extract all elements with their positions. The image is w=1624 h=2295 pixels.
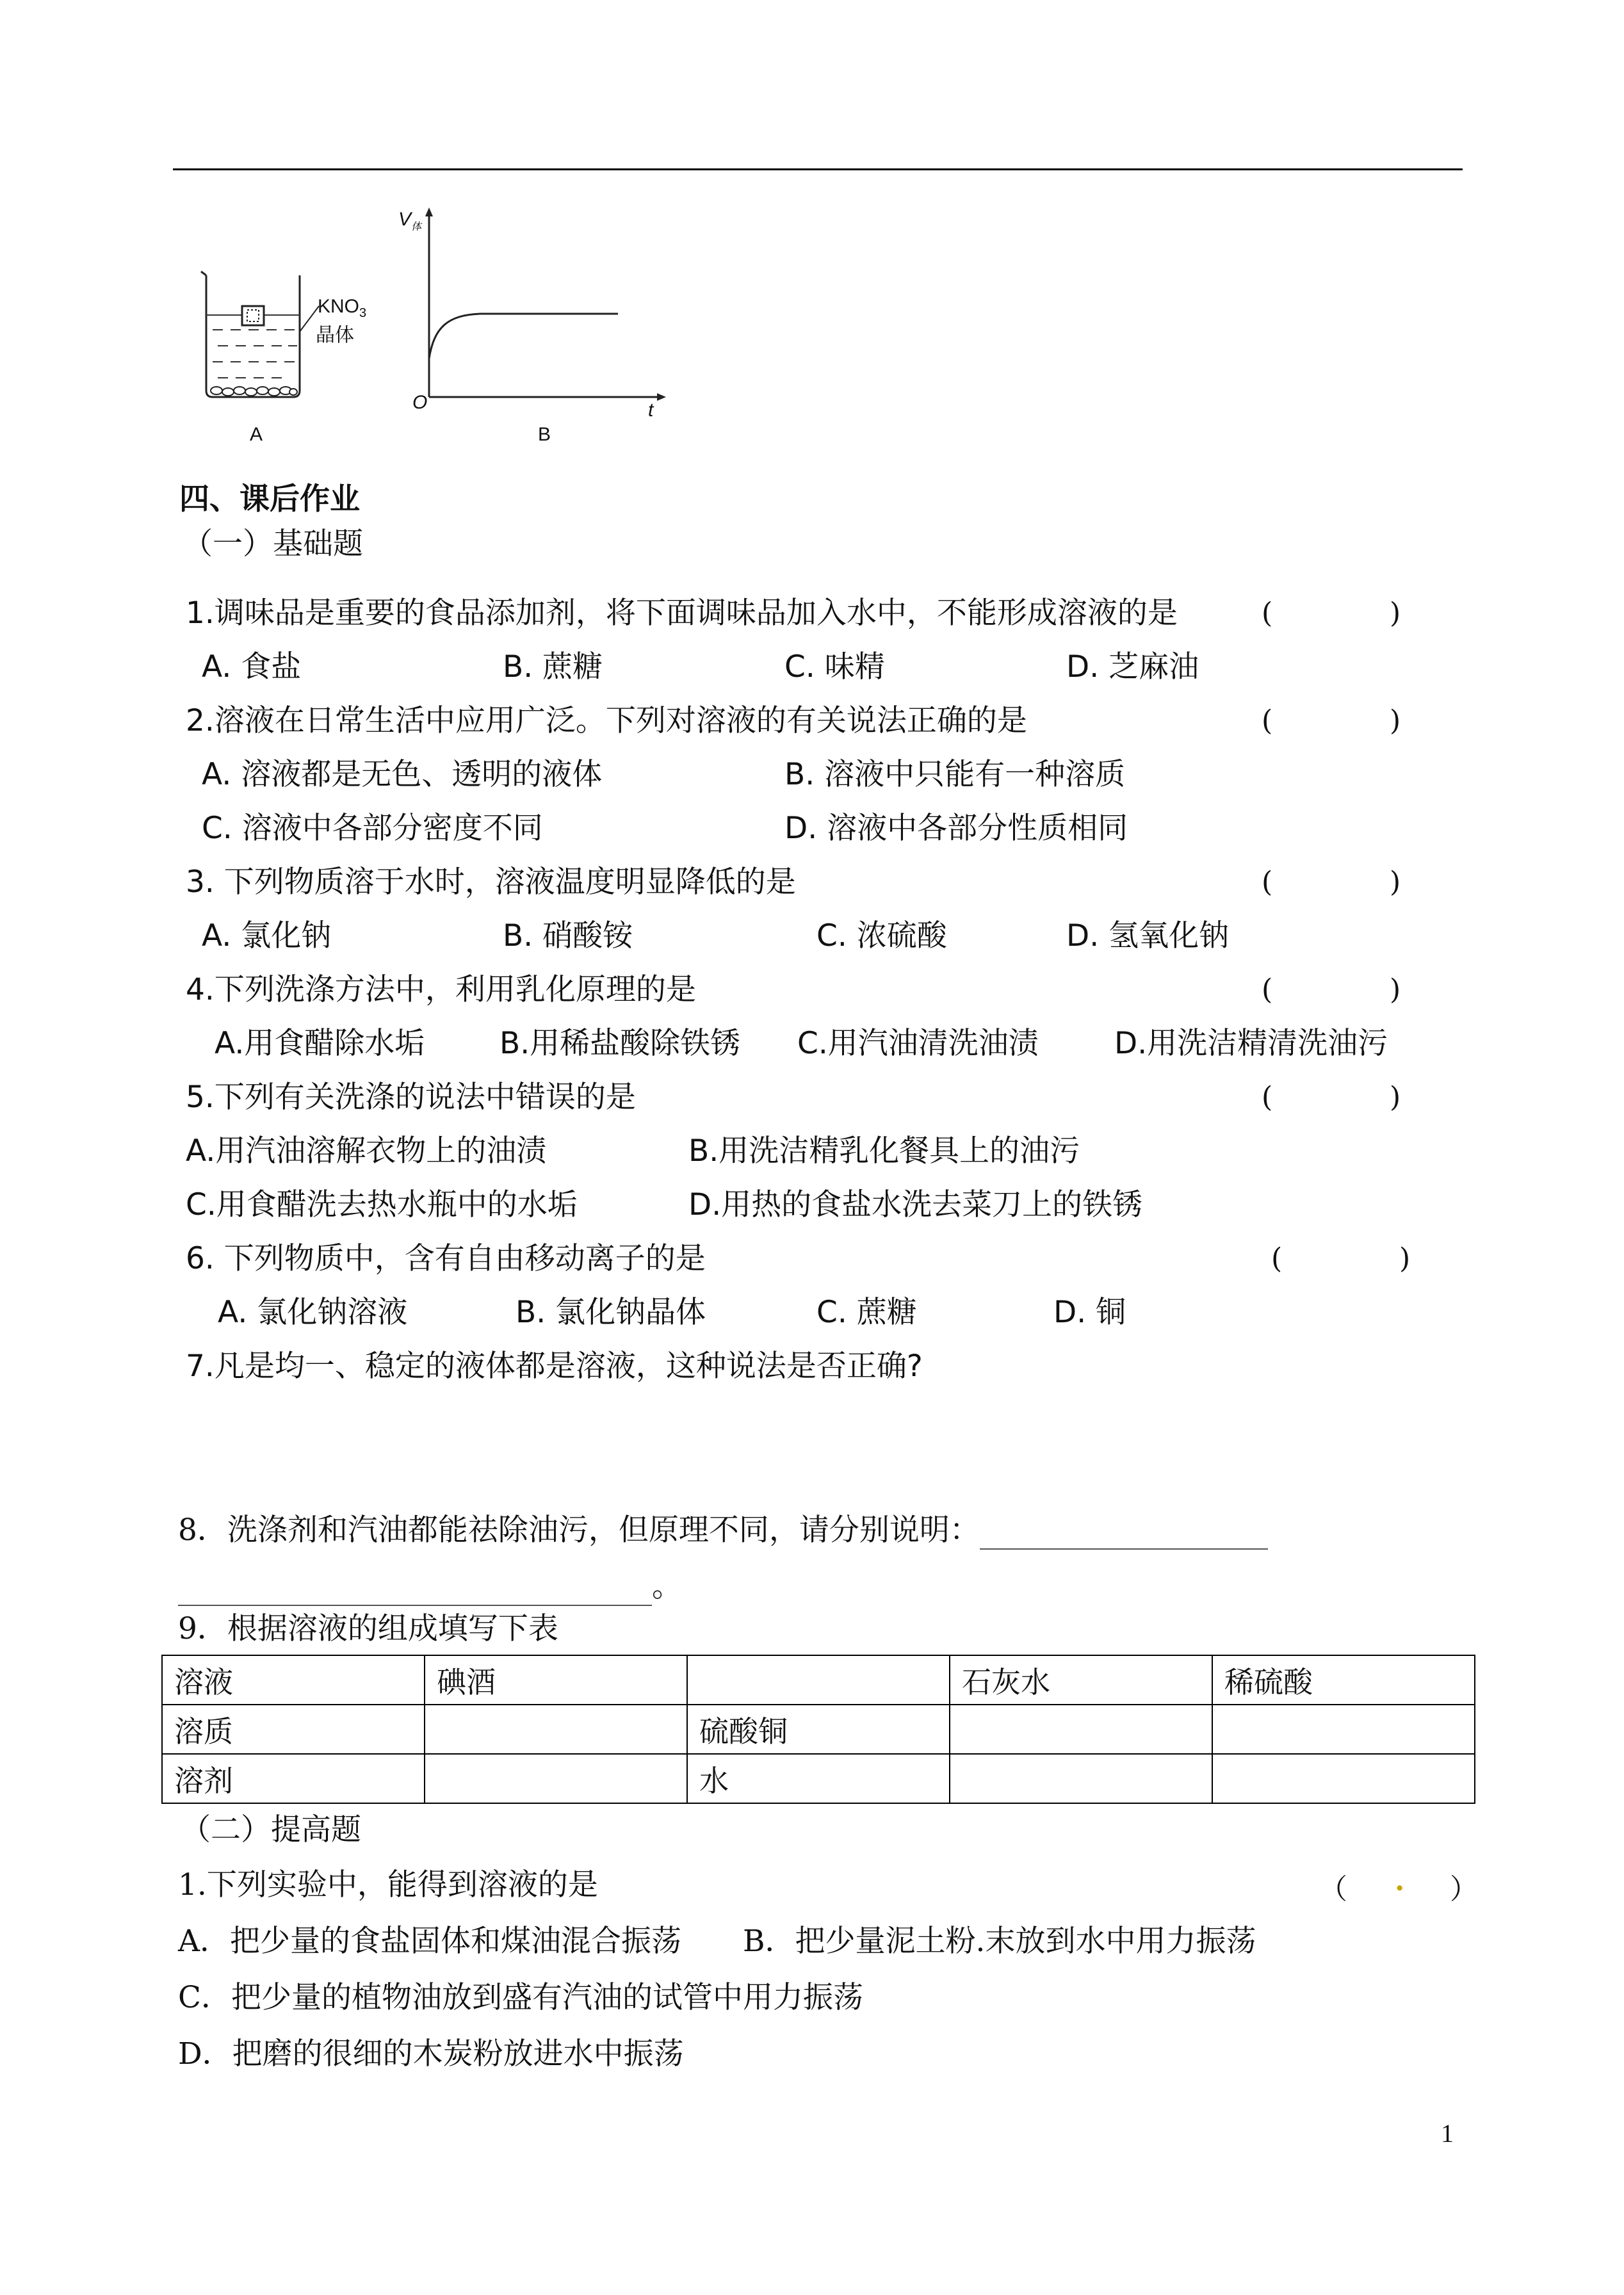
graph-x-label: t: [648, 400, 654, 421]
question-4-option-d: D.用洗洁精清洗油污: [1114, 1026, 1388, 1061]
table-cell[interactable]: [950, 1705, 1212, 1754]
question-5-stem: 5.下列有关洗涤的说法中错误的是: [186, 1080, 636, 1115]
beaker-figure: [192, 269, 384, 410]
answer-paren-open: (: [1271, 1242, 1283, 1275]
answer-paren-open: (: [1262, 597, 1273, 629]
question-6-option-b: B. 氯化钠晶体: [516, 1295, 706, 1330]
table-cell: 碘酒: [425, 1655, 687, 1705]
graph-figure: [403, 205, 672, 416]
answer-paren-close: ): [1390, 973, 1401, 1006]
table-row: [162, 1754, 1475, 1803]
advanced-option-a: A．把少量的食盐固体和煤油混合振荡: [178, 1924, 681, 1959]
basic-heading: （一）基础题: [183, 526, 363, 562]
table-cell: 硫酸铜: [687, 1705, 950, 1754]
question-2-option-a: A. 溶液都是无色、透明的液体: [202, 757, 603, 792]
answer-paren-close: ): [1390, 597, 1401, 629]
beaker-label: $KNO_3$: [318, 296, 367, 320]
table-cell[interactable]: [1212, 1705, 1475, 1754]
question-1-stem: 1.调味品是重要的食品添加剂，将下面调味品加入水中，不能形成溶液的是: [186, 596, 1178, 631]
beaker-label-2: 晶体: [316, 325, 354, 346]
question-7-stem: 7.凡是均一、稳定的液体都是溶液，这种说法是否正确?: [186, 1349, 923, 1384]
answer-paren-close: ）: [1450, 1873, 1478, 1906]
table-cell: 溶质: [162, 1705, 425, 1754]
figure-a-caption: A: [250, 424, 263, 445]
question-2-option-d: D. 溶液中各部分性质相同: [784, 811, 1128, 846]
table-cell[interactable]: [425, 1705, 687, 1754]
question-6-option-d: D. 铜: [1053, 1295, 1126, 1330]
table-row: [162, 1705, 1475, 1754]
question-1-option-a: A. 食盐: [202, 649, 302, 685]
advanced-option-b: B．把少量泥土粉.末放到水中用力振荡: [743, 1924, 1256, 1959]
question-5-option-d: D.用热的食盐水洗去菜刀上的铁锈: [688, 1187, 1143, 1222]
answer-paren-open: (: [1262, 1081, 1273, 1114]
table-cell[interactable]: [425, 1754, 687, 1803]
table-cell[interactable]: [687, 1655, 950, 1705]
question-8-stem: [178, 1511, 1268, 1550]
question-3-option-c: C. 浓硫酸: [816, 918, 947, 953]
question-4-option-b: B.用稀盐酸除铁锈: [499, 1026, 741, 1061]
answer-paren-close: ): [1399, 1242, 1411, 1275]
question-6-option-a: A. 氯化钠溶液: [218, 1295, 408, 1330]
question-1-option-b: B. 蔗糖: [503, 649, 603, 685]
table-cell: 稀硫酸: [1212, 1655, 1475, 1705]
header-rule: [173, 168, 1463, 170]
table-cell[interactable]: [950, 1754, 1212, 1803]
table-cell[interactable]: [1212, 1754, 1475, 1803]
question-8-line-2: [178, 1568, 682, 1606]
question-3-option-a: A. 氯化钠: [202, 918, 332, 953]
question-6-stem: 6. 下列物质中，含有自由移动离子的是: [186, 1241, 706, 1276]
answer-paren-close: ): [1390, 866, 1401, 898]
question-2-option-b: B. 溶液中只能有一种溶质: [784, 757, 1126, 792]
question-8-text: 8．洗涤剂和汽油都能祛除油污，但原理不同，请分别说明：: [178, 1512, 980, 1548]
advanced-option-c: C．把少量的植物油放到盛有汽油的试管中用力振荡: [178, 1980, 863, 2015]
answer-blank[interactable]: [178, 1575, 652, 1606]
page-number: 1: [1441, 2119, 1454, 2148]
graph-origin: O: [412, 392, 428, 413]
answer-paren-open: （: [1319, 1873, 1347, 1906]
figure-b-caption: B: [538, 424, 551, 445]
question-9-stem: 9．根据溶液的组成填写下表: [178, 1611, 558, 1646]
question-3-stem: 3. 下列物质溶于水时，溶液温度明显降低的是: [186, 864, 796, 900]
table-row: [162, 1655, 1475, 1705]
question-5-option-b: B.用洗洁精乳化餐具上的油污: [688, 1133, 1080, 1169]
question-2-stem: 2.溶液在日常生活中应用广泛。下列对溶液的有关说法正确的是: [186, 703, 1027, 738]
table-cell: 水: [687, 1754, 950, 1803]
graph-y-label: $V_体$: [398, 209, 422, 232]
question-5-option-c: C.用食醋洗去热水瓶中的水垢: [186, 1187, 578, 1222]
advanced-question-1-stem: 1.下列实验中，能得到溶液的是: [178, 1867, 598, 1902]
answer-paren-close: ): [1390, 1081, 1401, 1114]
answer-blank[interactable]: [980, 1519, 1268, 1550]
question-4-stem: 4.下列洗涤方法中，利用乳化原理的是: [186, 972, 696, 1007]
question-1-option-c: C. 味精: [784, 649, 885, 685]
solution-table: [161, 1655, 1475, 1804]
advanced-option-d: D．把磨的很细的木炭粉放进水中振荡: [178, 2036, 684, 2072]
question-5-option-a: A.用汽油溶解衣物上的油渍: [186, 1133, 547, 1169]
table-cell: 溶剂: [162, 1754, 425, 1803]
advanced-heading: （二）提高题: [181, 1812, 361, 1847]
answer-paren-close: ): [1390, 704, 1401, 737]
question-3-option-d: D. 氢氧化钠: [1066, 918, 1230, 953]
table-cell: 溶液: [162, 1655, 425, 1705]
question-4-option-a: A.用食醋除水垢: [215, 1026, 425, 1061]
question-4-option-c: C.用汽油清洗油渍: [797, 1026, 1039, 1061]
answer-paren-open: (: [1262, 973, 1273, 1006]
question-2-option-c: C. 溶液中各部分密度不同: [202, 811, 543, 846]
answer-paren-open: (: [1262, 704, 1273, 737]
question-1-option-d: D. 芝麻油: [1066, 649, 1199, 685]
answer-paren-open: (: [1262, 866, 1273, 898]
question-3-option-b: B. 硝酸铵: [503, 918, 633, 953]
section-title: 四、课后作业: [179, 482, 360, 517]
answer-dot: .: [1395, 1865, 1405, 1897]
question-8-end: 。: [652, 1569, 682, 1604]
table-cell: 石灰水: [950, 1655, 1212, 1705]
question-6-option-c: C. 蔗糖: [816, 1295, 917, 1330]
